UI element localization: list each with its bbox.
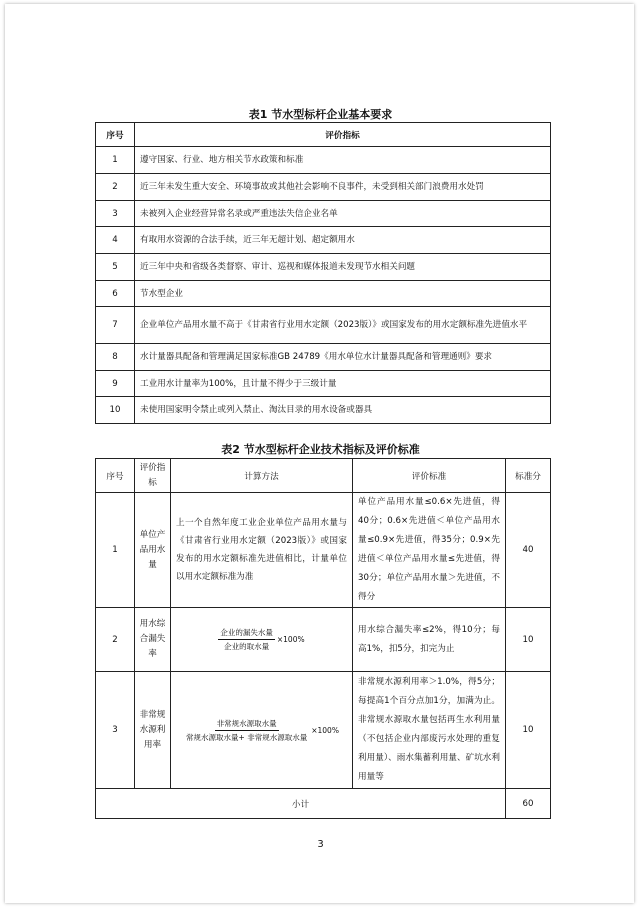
header-no: 序号 — [96, 123, 135, 147]
table-row — [96, 254, 551, 281]
subtotal-row — [96, 789, 551, 819]
row-indicator: 用水综合漏失率 — [135, 608, 171, 672]
row-no: 9 — [96, 371, 135, 397]
unconventional-water-formula — [184, 718, 339, 743]
header-score: 标准分 — [506, 459, 551, 493]
row-indicator: 非常规水源利用率 — [135, 672, 171, 789]
table-row — [96, 672, 551, 789]
table-row — [96, 397, 551, 424]
table2-title: 表2 节水型标杆企业技术指标及评价标准 — [221, 443, 420, 456]
row-no: 8 — [96, 344, 135, 371]
row-text: 水计量器具配备和管理满足国家标准GB 24789《用水单位水计量器具配备和管理通则》要求 — [135, 344, 551, 371]
row-criteria: 单位产品用水量≤0.6×先进值，得40分；0.6×先进值＜单位产品用水量≤0.9×先进值，得35分；0.9×先进值＜单位产品用水量≤先进值，得30分；单位产品用水量＞先进值，不得分 — [353, 493, 506, 608]
row-formula-cell — [171, 608, 353, 672]
formula-numerator: 企业的漏失水量 — [218, 627, 275, 640]
row-no: 1 — [96, 147, 135, 174]
table-row — [96, 307, 551, 344]
row-text: 企业单位产品用水量不高于《甘肃省行业用水定额（2023版）》或国家发布的用水定额标准先进值水平 — [135, 307, 551, 344]
row-no: 6 — [96, 281, 135, 307]
row-text: 未使用国家明令禁止或列入禁止、淘汰目录的用水设备或器具 — [135, 397, 551, 424]
row-text: 工业用水计量率为100%，且计量不得少于三级计量 — [135, 371, 551, 397]
header-indicator: 评价指标 — [135, 123, 551, 147]
header-indicator: 评价指标 — [135, 459, 171, 493]
row-criteria: 用水综合漏失率≤2%，得10分；每高1%，扣5分，扣完为止 — [353, 608, 506, 672]
header-method: 计算方法 — [171, 459, 353, 493]
row-text: 遵守国家、行业、地方相关节水政策和标准 — [135, 147, 551, 174]
row-score: 40 — [506, 493, 551, 608]
formula-denominator: 企业的取水量 — [224, 642, 270, 651]
row-no: 3 — [96, 201, 135, 227]
formula-multiplier: ×100% — [311, 725, 339, 735]
row-method: 上一个自然年度工业企业单位产品用水量与《甘肃省行业用水定额（2023版）》或国家发布的用水定额标准先进值相比，计量单位以用水定额标准为准 — [171, 493, 353, 608]
page-number: 3 — [317, 839, 324, 850]
formula-denominator: 常规水源取水量+ 非常规水源取水量 — [186, 732, 308, 742]
table-row — [96, 147, 551, 174]
basic-requirements-table — [95, 122, 551, 424]
row-no: 7 — [96, 307, 135, 344]
table-row — [96, 493, 551, 608]
row-score: 10 — [506, 672, 551, 789]
table-row — [96, 227, 551, 254]
row-no: 2 — [96, 608, 135, 672]
row-text: 近三年中央和省级各类督察、审计、巡视和媒体报道未发现节水相关问题 — [135, 254, 551, 281]
row-no: 3 — [96, 672, 135, 789]
row-text: 节水型企业 — [135, 281, 551, 307]
technical-indicators-table — [95, 458, 551, 819]
table-row — [96, 174, 551, 201]
row-formula-cell — [171, 672, 353, 789]
table-row — [96, 608, 551, 672]
row-text: 近三年未发生重大安全、环境事故或其他社会影响不良事件，未受到相关部门浪费用水处罚 — [135, 174, 551, 201]
table-row — [96, 371, 551, 397]
subtotal-label: 小计 — [96, 789, 506, 819]
row-no: 5 — [96, 254, 135, 281]
leakage-rate-formula — [218, 627, 304, 652]
header-no: 序号 — [96, 459, 135, 493]
row-text: 有取用水资源的合法手续，近三年无超计划、超定额用水 — [135, 227, 551, 254]
row-criteria: 非常规水源利用率＞1.0%，得5分；每提高1个百分点加1分，加满为止。非常规水源取水量包括再生水利用量（不包括企业内部废污水处理的重复利用量）、雨水集蓄利用量、矿坑水利用量等 — [353, 672, 506, 789]
row-no: 4 — [96, 227, 135, 254]
header-criteria: 评价标准 — [353, 459, 506, 493]
table1-title: 表1 节水型标杆企业基本要求 — [248, 108, 393, 121]
formula-numerator: 非常规水源取水量 — [215, 718, 279, 731]
row-indicator: 单位产品用水量 — [135, 493, 171, 608]
row-score: 10 — [506, 608, 551, 672]
subtotal-score: 60 — [506, 789, 551, 819]
row-no: 2 — [96, 174, 135, 201]
formula-multiplier: ×100% — [276, 635, 305, 644]
table2-header-row — [96, 459, 551, 493]
row-no: 1 — [96, 493, 135, 608]
table-row — [96, 281, 551, 307]
table1-header-row — [96, 123, 551, 147]
table-row — [96, 344, 551, 371]
row-no: 10 — [96, 397, 135, 424]
table-row — [96, 201, 551, 227]
row-text: 未被列入企业经营异常名录或严重违法失信企业名单 — [135, 201, 551, 227]
